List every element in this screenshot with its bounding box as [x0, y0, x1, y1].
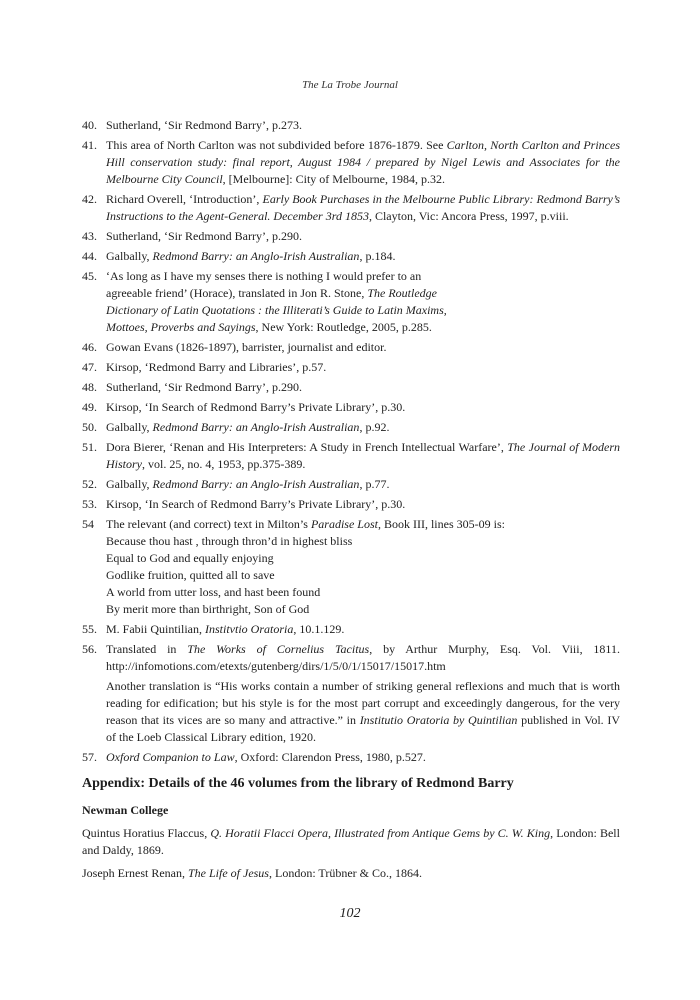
endnote-line — [106, 285, 620, 302]
endnote-body — [106, 419, 620, 436]
note-text: , 10.1.129. — [293, 622, 345, 636]
endnote — [82, 399, 620, 416]
italic-title-text: Oxford Companion to Law — [106, 750, 235, 764]
endnote — [82, 749, 620, 766]
endnote-number: 44. — [82, 249, 97, 263]
endnote-paragraph — [106, 137, 620, 188]
endnote — [82, 117, 620, 134]
italic-title-text: Redmond Barry: an Anglo-Irish Australian — [152, 420, 360, 434]
note-text: agreeable friend’ (Horace), translated in Jon R. Stone, — [106, 286, 368, 300]
endnote-line — [106, 319, 620, 336]
endnote-line — [106, 302, 620, 319]
endnote — [82, 621, 620, 638]
note-text: , p.92. — [359, 420, 390, 434]
endnote — [82, 339, 620, 356]
note-text: Kirsop, ‘In Search of Redmond Barry’s Private Library’, p.30. — [106, 497, 406, 511]
endnote — [82, 419, 620, 436]
endnote-number: 52. — [82, 477, 97, 491]
endnote-paragraph — [106, 399, 620, 416]
note-text: published in Vol. IV of the Loeb Classical Library edition, 1920. — [106, 713, 620, 744]
note-text: ‘As long as I have my senses there is nothing I would prefer to an — [106, 269, 422, 283]
running-head: The La Trobe Journal — [302, 79, 398, 91]
endnote-paragraph — [106, 476, 620, 493]
endnote-body — [106, 248, 620, 265]
endnote-body — [106, 516, 620, 618]
endnote — [82, 439, 620, 473]
endnote-body — [106, 641, 620, 746]
section-heading: Newman College — [82, 803, 169, 817]
endnote-line — [106, 567, 620, 584]
endnote-number: 41. — [82, 138, 97, 152]
endnote-paragraph — [106, 248, 620, 265]
appendix-title: Appendix: Details of the 46 volumes from the library of Redmond Barry — [82, 776, 514, 791]
endnote-number: 51. — [82, 440, 97, 454]
endnote — [82, 137, 620, 188]
note-text: Equal to God and equally enjoying — [106, 551, 274, 565]
italic-title-text: Redmond Barry: an Anglo-Irish Australian — [152, 477, 360, 491]
italic-title-text: Redmond Barry: an Anglo-Irish Australian — [152, 249, 360, 263]
note-text: Sutherland, ‘Sir Redmond Barry’, p.273. — [106, 118, 302, 132]
note-text: Joseph Ernest Renan, — [82, 866, 188, 880]
endnote-paragraph — [106, 339, 620, 356]
italic-title-text: Paradise Lost — [310, 517, 378, 531]
italic-title-text: Carlton, North Carlton and Princes Hill conservation study: final report, August 1984 / prepared by Nigel Lewis and Associates for the Melbourne City Council — [106, 138, 620, 186]
italic-title-text: Mottoes, Proverbs and Sayings — [106, 320, 256, 334]
note-text: Galbally, — [106, 477, 153, 491]
endnote — [82, 359, 620, 376]
italic-title-text: Q. Horatii Flacci Opera, Illustrated from Antique Gems by C. W. King — [210, 826, 551, 840]
note-text: , London: Bell and Daldy, 1869. — [82, 826, 620, 857]
italic-title-text: Early Book Purchases in the Melbourne Public Library: Redmond Barry’s Instructions to the Agent-General. December 3rd 1853 — [106, 192, 620, 223]
note-text: , Clayton, Vic: Ancora Press, 1997, p.viii. — [368, 209, 569, 223]
note-text: Sutherland, ‘Sir Redmond Barry’, p.290. — [106, 380, 302, 394]
note-text: M. Fabii Quintilian, — [106, 622, 205, 636]
bibliography-entry — [82, 825, 620, 859]
note-text: A world from utter loss, and hast been found — [106, 585, 321, 599]
endnote-line — [106, 516, 620, 533]
endnote — [82, 191, 620, 225]
endnote-body — [106, 496, 620, 513]
endnote-paragraph — [106, 117, 620, 134]
note-text: By merit more than birthright, Son of God — [106, 602, 310, 616]
endnote-number: 45. — [82, 269, 97, 283]
endnote-body — [106, 476, 620, 493]
bibliography-entry — [82, 865, 620, 882]
endnote-number: 49. — [82, 400, 97, 414]
endnote-body — [106, 191, 620, 225]
note-text: , p.77. — [359, 477, 390, 491]
endnote-body — [106, 339, 620, 356]
endnote-paragraph — [106, 191, 620, 225]
note-text: Because thou hast , through thron’d in highest bliss — [106, 534, 353, 548]
endnote-paragraph — [106, 621, 620, 638]
endnote-line — [106, 268, 620, 285]
endnote-number: 55. — [82, 622, 97, 636]
italic-title-text: The Routledge — [367, 286, 437, 300]
note-text: , vol. 25, no. 4, 1953, pp.375-389. — [142, 457, 306, 471]
italic-title-text: Institutio Oratoria by Quintilian — [359, 713, 518, 727]
endnote-body — [106, 621, 620, 638]
endnote-paragraph — [106, 496, 620, 513]
italic-title-text: Institvtio Oratoria — [205, 622, 294, 636]
endnote — [82, 268, 620, 336]
note-text: Another translation is “His works contain a number of striking general reflexions and much that is worth reading for edification; but his style is for the most part corrupt and exceedingly dangerous, for the very reason that its vices are so many and attractive.” in — [106, 679, 620, 727]
endnote-number: 40. — [82, 118, 97, 132]
endnote — [82, 248, 620, 265]
endnote — [82, 496, 620, 513]
note-text: , New York: Routledge, 2005, p.285. — [255, 320, 432, 334]
endnote-paragraph — [106, 379, 620, 396]
endnote-line — [106, 601, 620, 618]
endnote-number: 42. — [82, 192, 97, 206]
note-text: , p.184. — [359, 249, 396, 263]
note-text: Richard Overell, ‘Introduction’, — [106, 192, 263, 206]
italic-title-text: The Works of Cornelius Tacitus — [187, 642, 370, 656]
page-number: 102 — [339, 906, 361, 921]
appendix-entries — [82, 825, 620, 888]
endnote-body — [106, 379, 620, 396]
endnote-body — [106, 359, 620, 376]
note-text: The relevant (and correct) text in Milton’s — [106, 517, 311, 531]
note-text: , [Melbourne]: City of Melbourne, 1984, p.32. — [222, 172, 445, 186]
endnote-paragraph — [106, 359, 620, 376]
note-text: Galbally, — [106, 420, 153, 434]
endnote-number: 48. — [82, 380, 97, 394]
italic-title-text: The Life of Jesus — [187, 866, 269, 880]
endnote-paragraph — [106, 439, 620, 473]
endnotes-list — [82, 117, 620, 769]
endnote-body — [106, 117, 620, 134]
endnote-number: 57. — [82, 750, 97, 764]
note-text: Quintus Horatius Flaccus, — [82, 826, 211, 840]
endnote-body — [106, 749, 620, 766]
endnote-number: 56. — [82, 642, 97, 656]
italic-title-text: The Journal of Modern History — [106, 440, 621, 471]
endnote-number: 53. — [82, 497, 97, 511]
endnote-number: 46. — [82, 340, 97, 354]
note-text: , London: Trübner & Co., 1864. — [268, 866, 422, 880]
endnote-paragraph — [106, 228, 620, 245]
endnote — [82, 476, 620, 493]
note-text: Dora Bierer, ‘Renan and His Interpreters: A Study in French Intellectual Warfare’, — [106, 440, 508, 454]
endnote — [82, 516, 620, 618]
endnote-paragraph — [106, 678, 620, 746]
endnote — [82, 379, 620, 396]
endnote-body — [106, 268, 620, 336]
endnote-paragraph — [106, 749, 620, 766]
endnote-body — [106, 439, 620, 473]
note-text: Translated in — [106, 642, 188, 656]
endnote-line — [106, 533, 620, 550]
note-text: Kirsop, ‘In Search of Redmond Barry’s Private Library’, p.30. — [106, 400, 406, 414]
note-text: Godlike fruition, quitted all to save — [106, 568, 275, 582]
note-text: Sutherland, ‘Sir Redmond Barry’, p.290. — [106, 229, 302, 243]
endnote-paragraph — [106, 419, 620, 436]
endnote-body — [106, 228, 620, 245]
endnote-body — [106, 137, 620, 188]
endnote-number: 43. — [82, 229, 97, 243]
note-text: , Oxford: Clarendon Press, 1980, p.527. — [234, 750, 426, 764]
endnote — [82, 641, 620, 746]
note-text: This area of North Carlton was not subdivided before 1876-1879. See — [106, 138, 447, 152]
note-text: Kirsop, ‘Redmond Barry and Libraries’, p.57. — [106, 360, 327, 374]
italic-title-text: Dictionary of Latin Quotations : the Illiterati’s Guide to Latin Maxims, — [106, 303, 447, 317]
endnote-number: 54 — [82, 517, 94, 531]
endnote — [82, 228, 620, 245]
endnote-line — [106, 550, 620, 567]
note-text: Gowan Evans (1826-1897), barrister, journalist and editor. — [106, 340, 387, 354]
note-text: Galbally, — [106, 249, 153, 263]
endnote-paragraph — [106, 641, 620, 675]
endnote-body — [106, 399, 620, 416]
note-text: , Book III, lines 305-09 is: — [377, 517, 505, 531]
endnote-number: 47. — [82, 360, 97, 374]
endnote-number: 50. — [82, 420, 97, 434]
note-text: , by Arthur Murphy, Esq. Vol. Viii, 1811. http://infomotions.com/etexts/gutenberg/dirs/1/5/0/1/15017/15017.htm — [106, 642, 620, 673]
endnote-line — [106, 584, 620, 601]
